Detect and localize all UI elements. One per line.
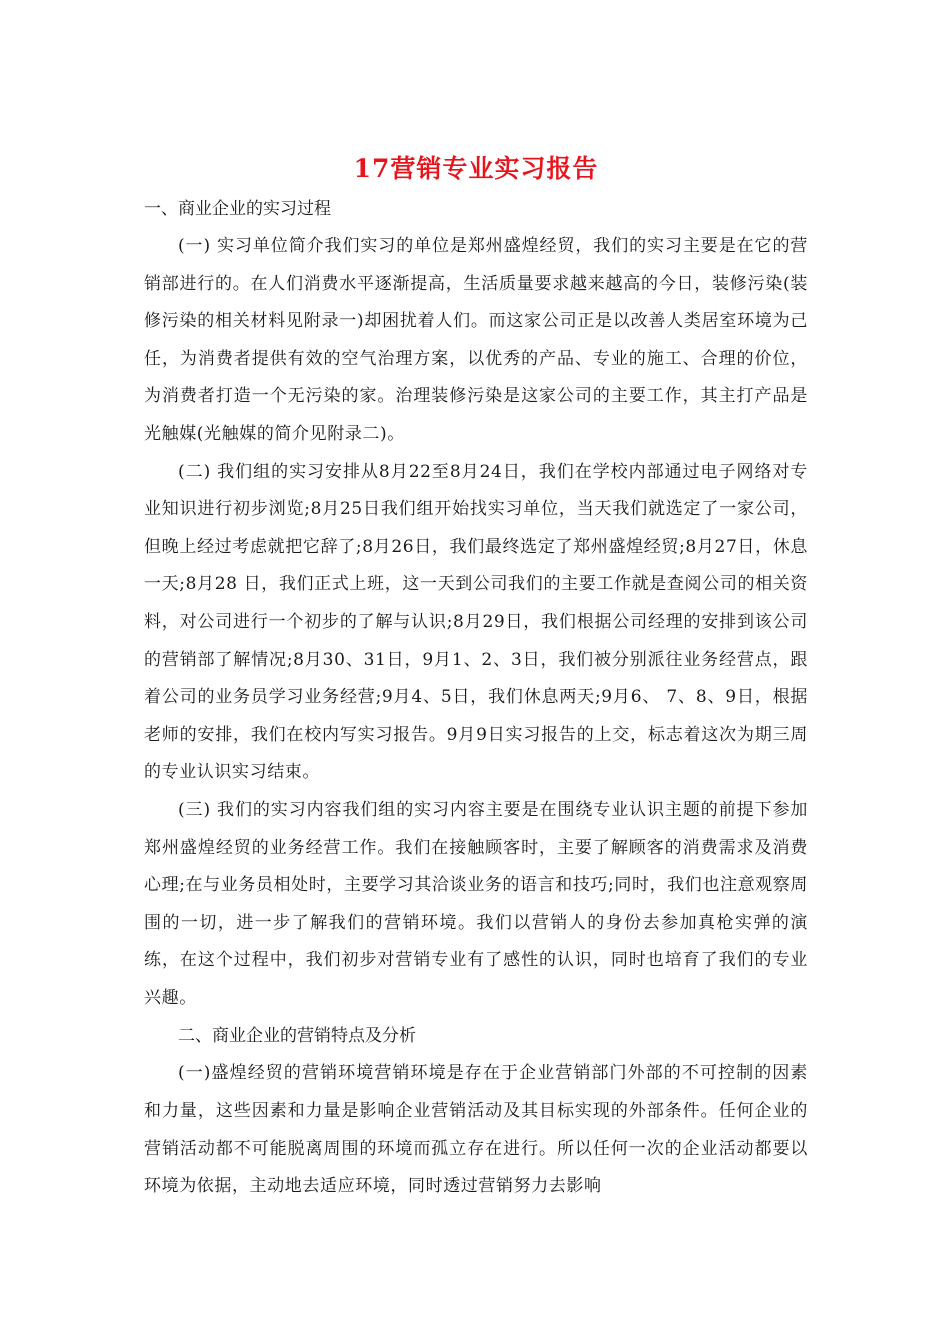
paragraph-company-intro: (一) 实习单位简介我们实习的单位是郑州盛煌经贸，我们的实习主要是在它的营销部进行的。在人们消费水平逐渐提高，生活质量要求越来越高的今日，装修污染(装修污染的相关材料见附录一)却困扰着人们。而这家公司正是以改善人类居室环境为己任，为消费者提供有效的空气治理方案，以优秀的产品、专业的施工、合理的价位，为消费者打造一个无污染的家。治理装修污染是这家公司的主要工作，其主打产品是光触媒(光触媒的简介见附录二)。 bbox=[144, 236, 808, 444]
paragraph-content: (三) 我们的实习内容我们组的实习内容主要是在围绕专业认识主题的前提下参加郑州盛煌经贸的业务经营工作。我们在接触顾客时，主要了解顾客的消费需求及消费心理;在与业务员相处时，主要学习其洽谈业务的语言和技巧;同时，我们也注意观察周围的一切，进一步了解我们的营销环境。我们以营销人的身份去参加真枪实弹的演练，在这个过程中，我们初步对营销专业有了感性的认识，同时也培育了我们的专业兴趣。 bbox=[144, 799, 808, 1008]
paragraph-marketing-environment: (一)盛煌经贸的营销环境营销环境是存在于企业营销部门外部的不可控制的因素和力量，这些因素和力量是影响企业营销活动及其目标实现的外部条件。任何企业的营销活动都不可能脱离周围的环境而孤立存在进行。所以任何一次的企业活动都要以环境为依据，主动地去适应环境，同时透过营销努力去影响 bbox=[144, 1063, 808, 1197]
paragraph-schedule: (二) 我们组的实习安排从8月22至8月24日，我们在学校内部通过电子网络对专业知识进行初步浏览;8月25日我们组开始找实习单位，当天我们就选定了一家公司，但晚上经过考虑就把它辞了;8月26日，我们最终选定了郑州盛煌经贸;8月27日，休息一天;8月28 日，我们正式上班，这一天到公司我们的主要工作就是查阅公司的相关资料，对公司进行一个初步的了解与认识;8月29日，我们根据公司经理的安排到该公司的营销部了解情况;8月30、31日，9月1、2、3日，我们被分别派往业务经营点，跟着公司的业务员学习业务经营;9月4、5日，我们休息两天;9月6、 7、8、9日，根据老师的安排，我们在校内写实习报告。9月9日实习报告的上交，标志着这次为期三周的专业认识实习结束。 bbox=[144, 461, 808, 783]
document-title: 17营销专业实习报告 bbox=[353, 154, 599, 183]
section-heading-1: 一、商业企业的实习过程 bbox=[144, 199, 331, 219]
document-body bbox=[144, 148, 808, 1206]
section-heading-2: 二、商业企业的营销特点及分析 bbox=[178, 1026, 416, 1047]
